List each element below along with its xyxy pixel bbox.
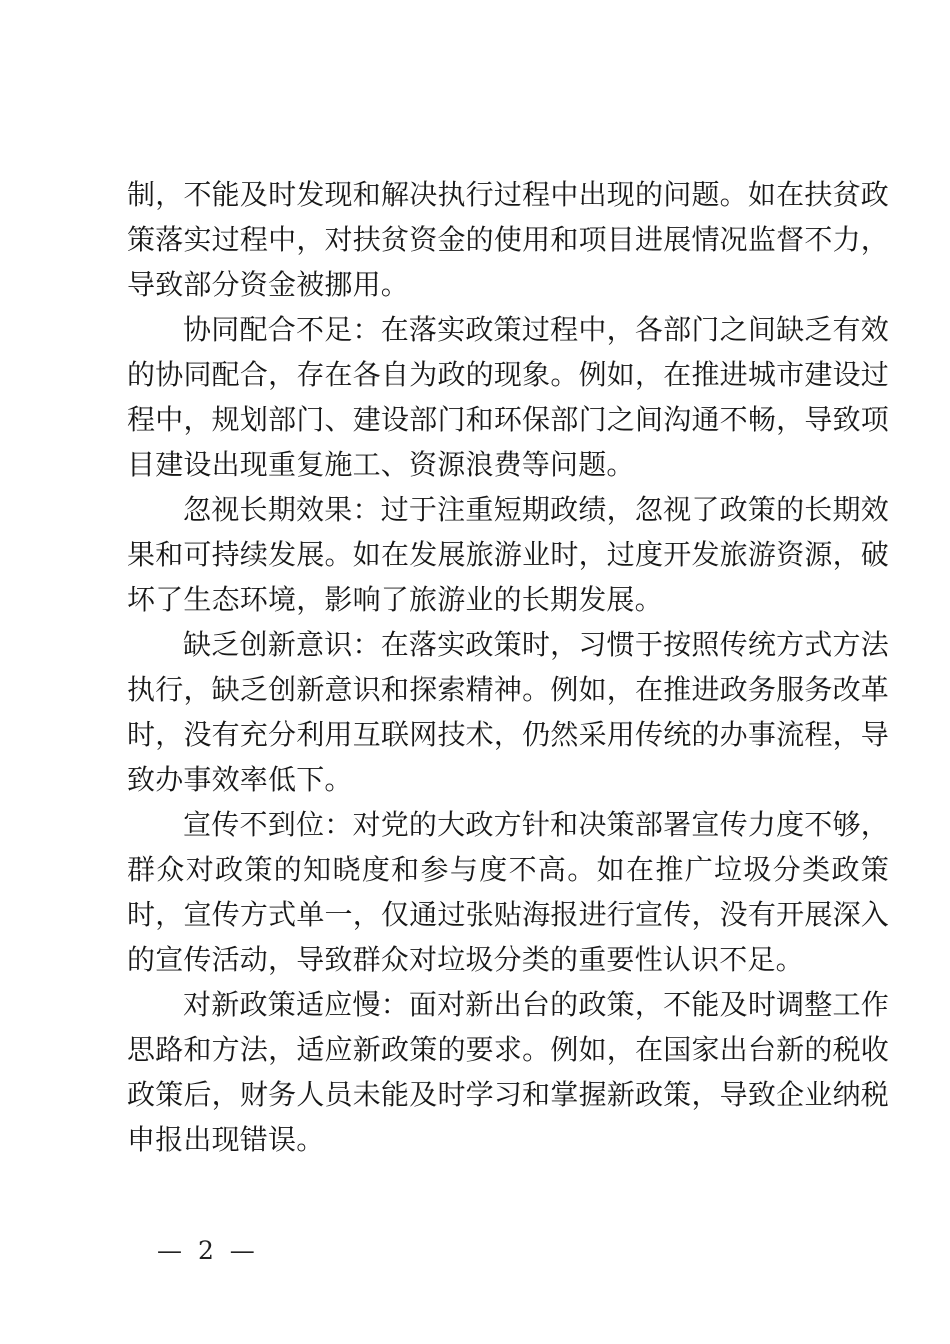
paragraph-publicity-not-in-place: 宣传不到位：对党的大政方针和决策部署宣传力度不够，群众对政策的知晓度和参与度不高。如在推广垃圾分类政策时，宣传方式单一，仅通过张贴海报进行宣传，没有开展深入的宣传活动，导致群众对垃圾分类的重要性认识不足。 (127, 808, 889, 976)
paragraph-continuation: 制，不能及时发现和解决执行过程中出现的问题。如在扶贫政策落实过程中，对扶贫资金的使用和项目进展情况监督不力，导致部分资金被挪用。 (127, 178, 889, 301)
paragraph-slow-adaptation-to-new-policies: 对新政策适应慢：面对新出台的政策，不能及时调整工作思路和方法，适应新政策的要求。例如，在国家出台新的税收政策后，财务人员未能及时学习和掌握新政策，导致企业纳税申报出现错误。 (127, 988, 889, 1156)
paragraph-coordination-insufficient: 协同配合不足：在落实政策过程中，各部门之间缺乏有效的协同配合，存在各自为政的现象。例如，在推进城市建设过程中，规划部门、建设部门和环保部门之间沟通不畅，导致项目建设出现重复施工、资源浪费等问题。 (127, 313, 889, 481)
document-body (127, 172, 889, 1162)
paragraph-lack-of-innovation: 缺乏创新意识：在落实政策时，习惯于按照传统方式方法执行，缺乏创新意识和探索精神。例如，在推进政务服务改革时，没有充分利用互联网技术，仍然采用传统的办事流程，导致办事效率低下。 (127, 628, 889, 796)
paragraph-ignoring-longterm-effects: 忽视长期效果：过于注重短期政绩，忽视了政策的长期效果和可持续发展。如在发展旅游业时，过度开发旅游资源，破坏了生态环境，影响了旅游业的长期发展。 (127, 493, 889, 616)
page-number: — 2 — (157, 1236, 259, 1265)
